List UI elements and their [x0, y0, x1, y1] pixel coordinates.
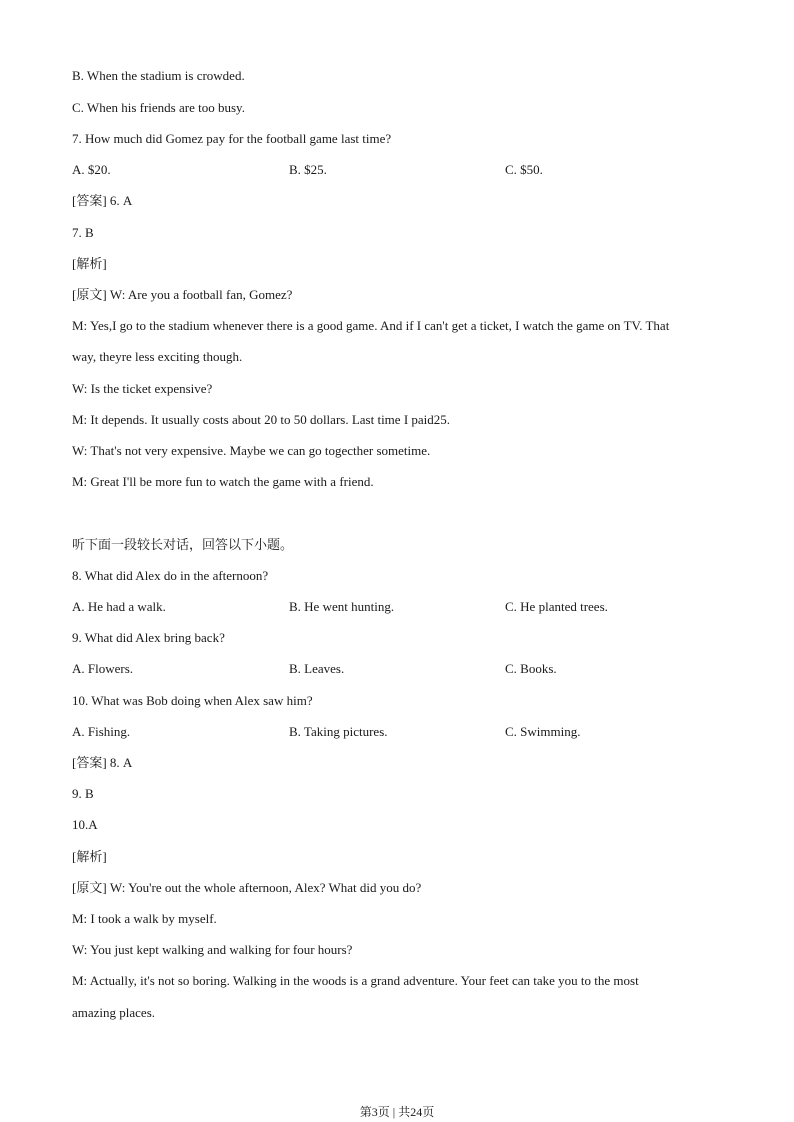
transcript-line: M: Actually, it's not so boring. Walking in the woods is a grand adventure. Your feet can take you to the most	[72, 973, 639, 988]
question-9-options	[72, 661, 722, 677]
q7-option-b: B. $25.	[289, 162, 327, 177]
question-7: 7. How much did Gomez pay for the football game last time?	[72, 131, 392, 146]
option-b-q6: B. When the stadium is crowded.	[72, 68, 245, 83]
analysis-heading: [解析]	[72, 256, 107, 271]
q9-option-a: A. Flowers.	[72, 661, 134, 676]
question-10-options	[72, 724, 722, 740]
page-footer: 第3页 | 共24页	[359, 1105, 435, 1119]
answer-6: [答案] 6. A	[72, 193, 133, 208]
q10-option-c: C. Swimming.	[505, 724, 581, 739]
q10-option-a: A. Fishing.	[72, 724, 131, 739]
analysis-heading: [解析]	[72, 849, 107, 864]
q10-option-b: B. Taking pictures.	[289, 724, 388, 739]
q8-option-a: A. He had a walk.	[72, 599, 166, 614]
transcript-line: M: It depends. It usually costs about 20 to 50 dollars. Last time I paid25.	[72, 412, 451, 427]
question-10: 10. What was Bob doing when Alex saw him?	[72, 693, 313, 708]
answer-8: [答案] 8. A	[72, 755, 133, 770]
transcript-line: W: Is the ticket expensive?	[72, 381, 213, 396]
q9-option-b: B. Leaves.	[289, 661, 345, 676]
question-7-options	[72, 162, 722, 178]
answer-10: 10.A	[72, 817, 98, 832]
question-8: 8. What did Alex do in the afternoon?	[72, 568, 269, 583]
q8-option-b: B. He went hunting.	[289, 599, 395, 614]
q7-option-c: C. $50.	[505, 162, 543, 177]
q9-option-c: C. Books.	[505, 661, 557, 676]
question-8-options	[72, 599, 722, 615]
answer-9: 9. B	[72, 786, 94, 801]
transcript-line: way, theyre less exciting though.	[72, 349, 243, 364]
transcript-line: M: I took a walk by myself.	[72, 911, 217, 926]
answer-7: 7. B	[72, 225, 94, 240]
question-9: 9. What did Alex bring back?	[72, 630, 225, 645]
transcript-line: W: That's not very expensive. Maybe we can go togecther sometime.	[72, 443, 431, 458]
transcript-line: M: Yes,I go to the stadium whenever there is a good game. And if I can't get a ticket, I watch the game on TV. That	[72, 318, 670, 333]
section-instruction: 听下面一段较长对话，回答以下小题。	[72, 537, 294, 552]
transcript-line: M: Great I'll be more fun to watch the game with a friend.	[72, 474, 374, 489]
q7-option-a: A. $20.	[72, 162, 111, 177]
transcript-line: amazing places.	[72, 1005, 156, 1020]
transcript-line: [原文] W: You're out the whole afternoon, Alex? What did you do?	[72, 880, 422, 895]
option-c-q6: C. When his friends are too busy.	[72, 100, 245, 115]
transcript-line: W: You just kept walking and walking for four hours?	[72, 942, 353, 957]
q8-option-c: C. He planted trees.	[505, 599, 608, 614]
transcript-line: [原文] W: Are you a football fan, Gomez?	[72, 287, 293, 302]
